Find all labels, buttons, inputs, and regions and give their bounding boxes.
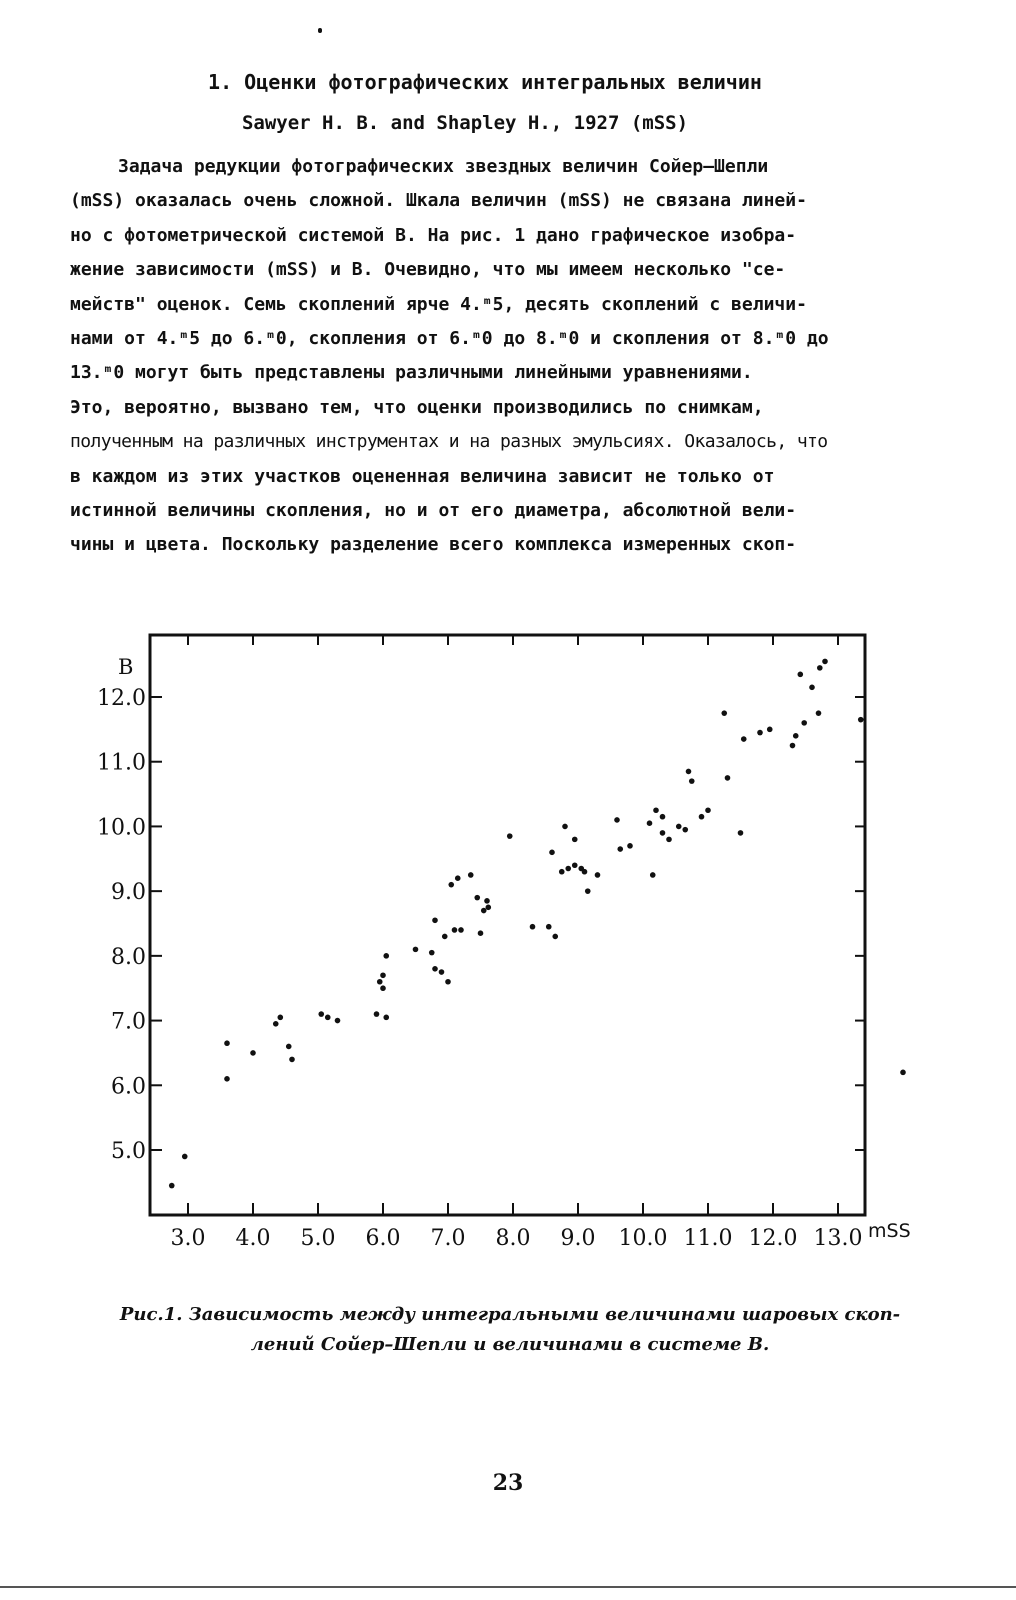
x-axis-label: mSS [868, 1220, 911, 1242]
body-line: мейств" оценок. Семь скоплений ярче 4.ᵐ5, десять скоплений с величи- [70, 293, 807, 315]
y-tick-label: 12.0 [97, 686, 146, 711]
x-tick-label: 13.0 [813, 1226, 863, 1251]
data-point [439, 969, 445, 975]
data-point [650, 872, 656, 878]
data-point [617, 846, 623, 852]
data-point [224, 1076, 230, 1082]
body-line: истинной величины скопления, но и от его диаметра, абсолютной вели- [70, 500, 797, 522]
data-point [286, 1044, 292, 1050]
data-point [250, 1050, 256, 1056]
data-point [721, 710, 727, 716]
data-point [801, 720, 807, 726]
data-point [725, 775, 731, 781]
data-point [169, 1183, 175, 1189]
data-point [474, 895, 480, 901]
data-point [900, 1070, 906, 1076]
x-tick-label: 4.0 [235, 1226, 271, 1251]
data-point [559, 869, 565, 875]
data-point [676, 824, 682, 830]
body-line: в каждом из этих участков оцененная величина зависит не только от [70, 465, 775, 487]
data-point [565, 866, 571, 872]
x-tick-label: 10.0 [618, 1226, 668, 1251]
data-point [289, 1057, 295, 1063]
body-line: чины и цвета. Поскольку разделение всего комплекса измеренных скоп- [70, 534, 797, 556]
y-tick-label: 8.0 [111, 944, 146, 970]
y-axis-label: B [118, 655, 134, 679]
data-point [182, 1154, 188, 1160]
data-point [705, 807, 711, 813]
data-point [383, 1015, 389, 1021]
y-tick-label: 7.0 [111, 1009, 146, 1035]
x-tick-label: 8.0 [495, 1226, 531, 1251]
scatter-chart [0, 630, 1016, 1290]
data-point [484, 898, 490, 904]
body-line: полученным на различных инструментах и на разных эмульсиях. Оказалось, что [70, 431, 828, 453]
data-point [530, 924, 536, 930]
body-line: Задача редукции фотографических звездных величин Сойер–Шепли [118, 156, 769, 177]
x-tick-label: 3.0 [170, 1226, 206, 1251]
data-point [614, 817, 620, 823]
data-point [507, 833, 513, 839]
data-point [458, 927, 464, 933]
data-point [793, 733, 799, 739]
data-point [741, 736, 747, 742]
data-point [627, 843, 633, 849]
body-line: жение зависимости (mSS) и В. Очевидно, что мы имеем несколько "се- [70, 259, 786, 281]
body-line: нами от 4.ᵐ5 до 6.ᵐ0, скопления от 6.ᵐ0 до 8.ᵐ0 и скопления от 8.ᵐ0 до [70, 328, 829, 350]
data-point [562, 824, 568, 830]
data-point [552, 934, 558, 940]
x-tick-label: 5.0 [300, 1226, 336, 1251]
data-point [858, 717, 864, 723]
data-point [686, 769, 692, 775]
data-point [455, 875, 461, 881]
x-tick-label: 12.0 [748, 1226, 798, 1251]
data-point [572, 862, 578, 868]
data-point [572, 837, 578, 843]
data-point [318, 1011, 324, 1017]
plot-frame [150, 635, 865, 1215]
data-point [377, 979, 383, 985]
data-point [442, 934, 448, 940]
data-point [224, 1040, 230, 1046]
data-point [699, 814, 705, 820]
y-tick-label: 11.0 [97, 750, 146, 776]
body-line: (mSS) оказалась очень сложной. Шкала величин (mSS) не связана линей- [70, 190, 807, 212]
data-point [653, 807, 659, 813]
data-point [374, 1011, 380, 1017]
data-point [273, 1021, 279, 1027]
data-point [429, 950, 435, 956]
data-point [666, 837, 672, 843]
data-point [660, 830, 666, 836]
body-line: 13.ᵐ0 могут быть представлены различными линейными уравнениями. [70, 362, 753, 384]
caption-line: Рис.1. Зависимость между интегральными величинами шаровых скоп- [119, 1304, 901, 1325]
data-point [682, 827, 688, 833]
data-point [383, 953, 389, 959]
y-tick-label: 10.0 [97, 815, 146, 841]
data-point [380, 972, 386, 978]
data-point [432, 917, 438, 923]
data-point [481, 908, 487, 914]
figure-1 [0, 630, 1016, 1290]
body-line: но с фотометрической системой В. На рис. 1 дано графическое изобра- [70, 224, 797, 246]
figure-caption [60, 1300, 960, 1360]
data-point [585, 888, 591, 894]
data-point [798, 672, 804, 678]
data-point [448, 882, 454, 888]
data-point [790, 743, 796, 749]
data-point [738, 830, 744, 836]
data-point [816, 710, 822, 716]
data-point [809, 684, 815, 690]
section-title: 1. Оценки фотографических интегральных величин [208, 70, 762, 94]
data-point [595, 872, 601, 878]
data-point [822, 659, 828, 665]
page-bottom-edge [0, 1586, 1016, 1588]
data-point [660, 814, 666, 820]
data-point [478, 930, 484, 936]
data-point [767, 727, 773, 733]
data-point [546, 924, 552, 930]
data-point [380, 985, 386, 991]
data-point [647, 820, 653, 826]
x-tick-label: 7.0 [430, 1226, 466, 1251]
x-tick-label: 6.0 [365, 1226, 401, 1251]
body-line: Это, вероятно, вызвано тем, что оценки производились по снимкам, [70, 396, 764, 418]
data-point [452, 927, 458, 933]
x-tick-label: 9.0 [560, 1226, 596, 1251]
data-point [335, 1018, 341, 1024]
body-paragraph [70, 150, 950, 563]
data-point [582, 869, 588, 875]
data-point [468, 872, 474, 878]
x-tick-label: 11.0 [683, 1226, 733, 1251]
scan-speck [318, 28, 322, 33]
data-point [445, 979, 451, 985]
page-number: 23 [492, 1470, 524, 1496]
y-tick-label: 5.0 [111, 1139, 146, 1164]
data-point [817, 665, 823, 671]
data-point [757, 730, 763, 736]
data-point [278, 1015, 284, 1021]
data-point [432, 966, 438, 972]
y-tick-label: 6.0 [111, 1074, 146, 1100]
caption-line: лений Сойер–Шепли и величинами в системе В. [250, 1334, 770, 1355]
section-authors: Sawyer H. B. and Shapley H., 1927 (mSS) [241, 112, 689, 134]
data-point [689, 778, 695, 784]
y-tick-label: 9.0 [111, 880, 146, 906]
data-point [549, 850, 555, 856]
data-point [413, 947, 419, 953]
data-point [325, 1015, 331, 1021]
data-point [486, 905, 492, 911]
